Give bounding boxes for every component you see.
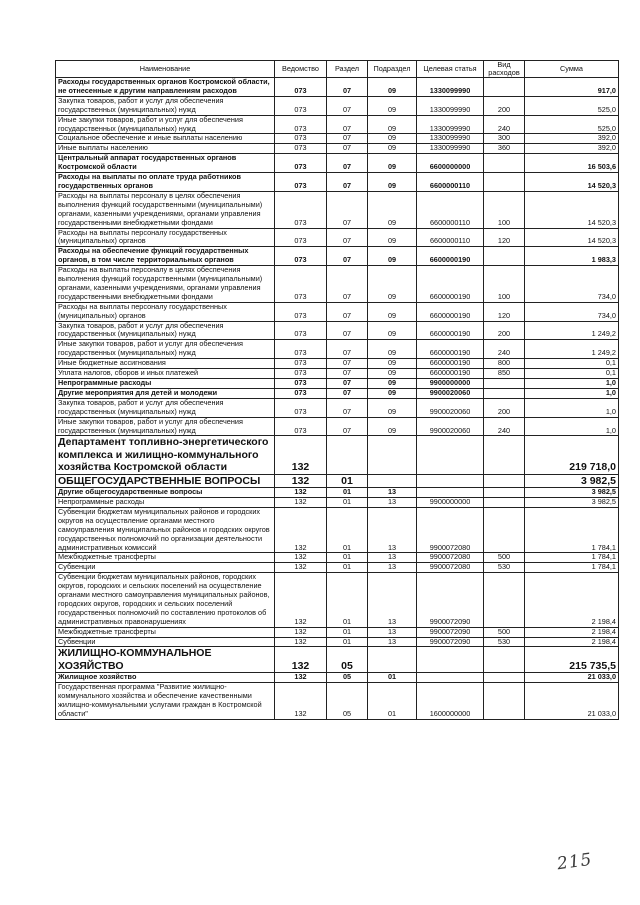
cell-section: 07 <box>327 154 368 173</box>
cell-dept: 132 <box>275 553 327 563</box>
cell-sum: 0,1 <box>525 369 619 379</box>
cell-sum: 16 503,6 <box>525 154 619 173</box>
cell-exptype <box>484 388 525 398</box>
table-row <box>56 436 619 474</box>
cell-dept: 073 <box>275 417 327 436</box>
cell-exptype: 200 <box>484 321 525 340</box>
cell-section: 01 <box>327 573 368 627</box>
cell-sum: 1 983,3 <box>525 247 619 266</box>
cell-target: 9900020060 <box>417 398 484 417</box>
table-row <box>56 474 619 487</box>
cell-exptype <box>484 78 525 97</box>
cell-subsection <box>368 436 417 474</box>
cell-dept: 073 <box>275 247 327 266</box>
cell-name: Субвенции бюджетам муниципальных районов и городских округов на осуществление органами местного самоуправления муниципальных районов и городских округов государственных полномочий по организации деятельности административных комиссий <box>56 507 275 553</box>
cell-subsection: 13 <box>368 507 417 553</box>
cell-exptype <box>484 507 525 553</box>
cell-target: 6600000110 <box>417 228 484 247</box>
cell-exptype: 200 <box>484 96 525 115</box>
cell-sum: 1 784,1 <box>525 553 619 563</box>
cell-exptype <box>484 247 525 266</box>
cell-exptype: 120 <box>484 302 525 321</box>
table-row <box>56 191 619 228</box>
cell-subsection: 13 <box>368 573 417 627</box>
cell-name: Иные бюджетные ассигнования <box>56 359 275 369</box>
cell-dept: 073 <box>275 228 327 247</box>
cell-dept: 073 <box>275 369 327 379</box>
cell-dept: 132 <box>275 497 327 507</box>
cell-exptype <box>484 647 525 673</box>
cell-subsection: 13 <box>368 637 417 647</box>
cell-name: Уплата налогов, сборов и иных платежей <box>56 369 275 379</box>
cell-section: 01 <box>327 488 368 498</box>
cell-subsection: 09 <box>368 379 417 389</box>
cell-name: Департамент топливно-энергетического комплекса и жилищно-коммунального хозяйства Костромской области <box>56 436 275 474</box>
cell-dept: 073 <box>275 388 327 398</box>
cell-name: Центральный аппарат государственных органов Костромской области <box>56 154 275 173</box>
cell-target: 1330099990 <box>417 134 484 144</box>
table-row <box>56 507 619 553</box>
table-row <box>56 647 619 673</box>
cell-section: 07 <box>327 191 368 228</box>
cell-subsection: 09 <box>368 191 417 228</box>
cell-sum: 219 718,0 <box>525 436 619 474</box>
cell-sum: 215 735,5 <box>525 647 619 673</box>
cell-section: 07 <box>327 134 368 144</box>
cell-section: 07 <box>327 96 368 115</box>
cell-exptype: 530 <box>484 637 525 647</box>
cell-section: 07 <box>327 228 368 247</box>
cell-name: Закупка товаров, работ и услуг для обеспечения государственных (муниципальных) нужд <box>56 96 275 115</box>
cell-section: 01 <box>327 637 368 647</box>
table-row <box>56 488 619 498</box>
cell-name: Другие общегосударственные вопросы <box>56 488 275 498</box>
cell-name: Расходы на выплаты персоналу в целях обеспечения выполнения функций государственными (муниципальными) органами, казенными учреждениями, органами управления государственными внебюджетными фондами <box>56 191 275 228</box>
cell-name: Закупка товаров, работ и услуг для обеспечения государственных (муниципальных) нужд <box>56 398 275 417</box>
cell-sum: 1 249,2 <box>525 340 619 359</box>
table-row <box>56 247 619 266</box>
cell-target: 6600000110 <box>417 173 484 192</box>
cell-subsection: 09 <box>368 228 417 247</box>
cell-exptype: 240 <box>484 340 525 359</box>
cell-exptype: 120 <box>484 228 525 247</box>
cell-target <box>417 647 484 673</box>
cell-name: Расходы на выплаты по оплате труда работников государственных органов <box>56 173 275 192</box>
cell-target: 6600000190 <box>417 321 484 340</box>
cell-target: 9900020060 <box>417 388 484 398</box>
cell-name: Субвенции <box>56 637 275 647</box>
cell-name: Расходы на выплаты персоналу государственных (муниципальных) органов <box>56 228 275 247</box>
cell-section: 07 <box>327 115 368 134</box>
header-exptype: Вид расходов <box>484 61 525 78</box>
cell-sum: 0,1 <box>525 359 619 369</box>
cell-exptype: 300 <box>484 134 525 144</box>
cell-exptype: 200 <box>484 398 525 417</box>
cell-sum: 2 198,4 <box>525 573 619 627</box>
cell-target: 6600000190 <box>417 302 484 321</box>
table-row <box>56 321 619 340</box>
cell-sum: 525,0 <box>525 96 619 115</box>
cell-name: Жилищное хозяйство <box>56 673 275 683</box>
cell-target: 1330099990 <box>417 115 484 134</box>
table-row <box>56 369 619 379</box>
cell-target: 6600000000 <box>417 154 484 173</box>
cell-target: 9900000000 <box>417 497 484 507</box>
header-sum: Сумма <box>525 61 619 78</box>
cell-section <box>327 436 368 474</box>
cell-subsection: 09 <box>368 398 417 417</box>
cell-dept: 132 <box>275 488 327 498</box>
table-row <box>56 673 619 683</box>
cell-section: 01 <box>327 497 368 507</box>
header-dept: Ведомство <box>275 61 327 78</box>
cell-exptype: 360 <box>484 144 525 154</box>
cell-dept: 073 <box>275 173 327 192</box>
cell-exptype <box>484 497 525 507</box>
cell-sum: 734,0 <box>525 302 619 321</box>
cell-sum: 2 198,4 <box>525 637 619 647</box>
cell-name: Субвенции <box>56 563 275 573</box>
cell-sum: 1 249,2 <box>525 321 619 340</box>
cell-dept: 073 <box>275 78 327 97</box>
cell-dept: 073 <box>275 154 327 173</box>
cell-sum: 14 520,3 <box>525 191 619 228</box>
table-row <box>56 115 619 134</box>
table-row <box>56 553 619 563</box>
header-target: Целевая статья <box>417 61 484 78</box>
cell-exptype <box>484 436 525 474</box>
cell-subsection: 01 <box>368 673 417 683</box>
cell-exptype: 850 <box>484 369 525 379</box>
table-row <box>56 627 619 637</box>
cell-target: 6600000190 <box>417 340 484 359</box>
cell-dept: 073 <box>275 359 327 369</box>
cell-name: Непрограммные расходы <box>56 379 275 389</box>
cell-dept: 073 <box>275 340 327 359</box>
cell-dept: 073 <box>275 321 327 340</box>
cell-target: 1600000000 <box>417 683 484 720</box>
cell-section: 07 <box>327 379 368 389</box>
cell-dept: 073 <box>275 144 327 154</box>
cell-sum: 21 033,0 <box>525 683 619 720</box>
cell-section: 05 <box>327 647 368 673</box>
cell-sum: 1,0 <box>525 417 619 436</box>
cell-dept: 073 <box>275 266 327 303</box>
cell-target <box>417 673 484 683</box>
cell-name: ЖИЛИЩНО-КОММУНАЛЬНОЕ ХОЗЯЙСТВО <box>56 647 275 673</box>
cell-dept: 132 <box>275 627 327 637</box>
cell-target: 9900000000 <box>417 379 484 389</box>
cell-target: 6600000190 <box>417 266 484 303</box>
cell-section: 01 <box>327 507 368 553</box>
cell-sum: 1 784,1 <box>525 563 619 573</box>
cell-subsection: 13 <box>368 488 417 498</box>
cell-subsection: 09 <box>368 96 417 115</box>
cell-exptype <box>484 488 525 498</box>
cell-sum: 1,0 <box>525 379 619 389</box>
cell-target: 9900072090 <box>417 573 484 627</box>
table-row <box>56 173 619 192</box>
cell-section: 07 <box>327 173 368 192</box>
cell-exptype: 500 <box>484 627 525 637</box>
cell-name: Социальное обеспечение и иные выплаты населению <box>56 134 275 144</box>
cell-section: 01 <box>327 627 368 637</box>
table-row <box>56 340 619 359</box>
cell-section: 01 <box>327 553 368 563</box>
table-row <box>56 388 619 398</box>
cell-sum: 14 520,3 <box>525 173 619 192</box>
cell-section: 07 <box>327 144 368 154</box>
table-row <box>56 398 619 417</box>
table-row <box>56 563 619 573</box>
cell-dept: 132 <box>275 573 327 627</box>
cell-section: 01 <box>327 563 368 573</box>
cell-sum: 1,0 <box>525 398 619 417</box>
cell-exptype <box>484 379 525 389</box>
cell-section: 05 <box>327 673 368 683</box>
cell-dept: 132 <box>275 474 327 487</box>
cell-target: 9900072090 <box>417 627 484 637</box>
cell-section: 07 <box>327 369 368 379</box>
cell-dept: 073 <box>275 191 327 228</box>
cell-subsection: 09 <box>368 417 417 436</box>
cell-section: 07 <box>327 417 368 436</box>
cell-target: 6600000190 <box>417 369 484 379</box>
cell-subsection: 09 <box>368 302 417 321</box>
table-body <box>56 78 619 720</box>
cell-target: 1330099990 <box>417 96 484 115</box>
cell-section: 01 <box>327 474 368 487</box>
cell-name: Закупка товаров, работ и услуг для обеспечения государственных (муниципальных) нужд <box>56 321 275 340</box>
cell-name: Субвенции бюджетам муниципальных районов, городских округов, городских и сельских поселений на осуществление органами местного самоуправления муниципальных районов, городских округов, городских и сельских поселений государственных полномочий по составлению протоколов об административных правонарушениях <box>56 573 275 627</box>
cell-name: Иные закупки товаров, работ и услуг для обеспечения государственных (муниципальных) нужд <box>56 417 275 436</box>
cell-subsection: 09 <box>368 144 417 154</box>
cell-section: 07 <box>327 321 368 340</box>
cell-target: 1330099990 <box>417 144 484 154</box>
cell-name: Иные выплаты населению <box>56 144 275 154</box>
cell-name: Государственная программа "Развитие жилищно-коммунального хозяйства и обеспечение качественными жилищно-коммунальными услугами граждан в Костромской области" <box>56 683 275 720</box>
cell-section: 07 <box>327 247 368 266</box>
cell-exptype: 240 <box>484 417 525 436</box>
cell-dept: 073 <box>275 96 327 115</box>
cell-dept: 132 <box>275 507 327 553</box>
cell-exptype: 100 <box>484 266 525 303</box>
cell-dept: 132 <box>275 673 327 683</box>
cell-subsection: 01 <box>368 683 417 720</box>
cell-section: 07 <box>327 388 368 398</box>
cell-subsection: 09 <box>368 115 417 134</box>
cell-section: 07 <box>327 398 368 417</box>
cell-subsection: 13 <box>368 563 417 573</box>
header-subsection: Подраздел <box>368 61 417 78</box>
cell-target <box>417 474 484 487</box>
cell-target: 9900072090 <box>417 637 484 647</box>
cell-section: 05 <box>327 683 368 720</box>
cell-exptype <box>484 474 525 487</box>
cell-subsection: 09 <box>368 359 417 369</box>
cell-dept: 132 <box>275 647 327 673</box>
cell-target: 1330099990 <box>417 78 484 97</box>
table-row <box>56 302 619 321</box>
budget-table <box>55 60 619 720</box>
header-name: Наименование <box>56 61 275 78</box>
cell-section: 07 <box>327 340 368 359</box>
table-row <box>56 144 619 154</box>
cell-sum: 14 520,3 <box>525 228 619 247</box>
page-number: 215 <box>555 849 594 875</box>
cell-subsection: 09 <box>368 247 417 266</box>
cell-target: 6600000190 <box>417 247 484 266</box>
cell-target <box>417 436 484 474</box>
table-row <box>56 359 619 369</box>
cell-name: Иные закупки товаров, работ и услуг для обеспечения государственных (муниципальных) нужд <box>56 115 275 134</box>
cell-name: Межбюджетные трансферты <box>56 627 275 637</box>
cell-sum: 3 982,5 <box>525 497 619 507</box>
cell-exptype <box>484 683 525 720</box>
cell-sum: 2 198,4 <box>525 627 619 637</box>
table-row <box>56 78 619 97</box>
cell-dept: 132 <box>275 637 327 647</box>
table-header-row <box>56 61 619 78</box>
cell-dept: 073 <box>275 134 327 144</box>
cell-subsection: 13 <box>368 497 417 507</box>
cell-sum: 1,0 <box>525 388 619 398</box>
cell-subsection: 09 <box>368 173 417 192</box>
cell-sum: 392,0 <box>525 144 619 154</box>
cell-subsection: 09 <box>368 340 417 359</box>
cell-section: 07 <box>327 302 368 321</box>
cell-name: ОБЩЕГОСУДАРСТВЕННЫЕ ВОПРОСЫ <box>56 474 275 487</box>
cell-exptype: 800 <box>484 359 525 369</box>
table-row <box>56 497 619 507</box>
cell-section: 07 <box>327 359 368 369</box>
cell-name: Межбюджетные трансферты <box>56 553 275 563</box>
cell-subsection: 13 <box>368 627 417 637</box>
cell-target <box>417 488 484 498</box>
table-row <box>56 637 619 647</box>
table-row <box>56 417 619 436</box>
cell-subsection: 09 <box>368 321 417 340</box>
table-row <box>56 266 619 303</box>
table-row <box>56 379 619 389</box>
table-row <box>56 134 619 144</box>
cell-name: Расходы на выплаты персоналу в целях обеспечения выполнения функций государственными (муниципальными) органами, казенными учреждениями, органами управления государственными внебюджетными фондами <box>56 266 275 303</box>
table-row <box>56 573 619 627</box>
cell-subsection: 09 <box>368 154 417 173</box>
cell-subsection: 09 <box>368 78 417 97</box>
cell-dept: 073 <box>275 115 327 134</box>
cell-target: 9900072080 <box>417 563 484 573</box>
table-row <box>56 96 619 115</box>
cell-subsection: 13 <box>368 553 417 563</box>
cell-target: 6600000110 <box>417 191 484 228</box>
cell-sum: 3 982,5 <box>525 488 619 498</box>
cell-exptype <box>484 673 525 683</box>
cell-sum: 734,0 <box>525 266 619 303</box>
cell-exptype <box>484 173 525 192</box>
cell-sum: 525,0 <box>525 115 619 134</box>
cell-name: Расходы на выплаты персоналу государственных (муниципальных) органов <box>56 302 275 321</box>
cell-sum: 1 784,1 <box>525 507 619 553</box>
table-row <box>56 228 619 247</box>
table-row <box>56 154 619 173</box>
cell-sum: 3 982,5 <box>525 474 619 487</box>
cell-name: Расходы государственных органов Костромской области, не отнесенные к другим направлениям расходов <box>56 78 275 97</box>
cell-name: Непрограммные расходы <box>56 497 275 507</box>
cell-name: Иные закупки товаров, работ и услуг для обеспечения государственных (муниципальных) нужд <box>56 340 275 359</box>
cell-target: 9900072080 <box>417 553 484 563</box>
cell-subsection: 09 <box>368 134 417 144</box>
cell-subsection: 09 <box>368 266 417 303</box>
cell-exptype <box>484 154 525 173</box>
cell-dept: 132 <box>275 683 327 720</box>
cell-subsection: 09 <box>368 388 417 398</box>
cell-dept: 073 <box>275 398 327 417</box>
cell-dept: 073 <box>275 379 327 389</box>
cell-target: 9900072080 <box>417 507 484 553</box>
cell-name: Другие мероприятия для детей и молодежи <box>56 388 275 398</box>
cell-target: 6600000190 <box>417 359 484 369</box>
cell-exptype: 100 <box>484 191 525 228</box>
cell-subsection: 09 <box>368 369 417 379</box>
cell-dept: 132 <box>275 436 327 474</box>
table-row <box>56 683 619 720</box>
cell-exptype: 530 <box>484 563 525 573</box>
cell-section: 07 <box>327 78 368 97</box>
cell-sum: 21 033,0 <box>525 673 619 683</box>
cell-section: 07 <box>327 266 368 303</box>
cell-subsection <box>368 647 417 673</box>
header-section: Раздел <box>327 61 368 78</box>
cell-target: 9900020060 <box>417 417 484 436</box>
cell-sum: 392,0 <box>525 134 619 144</box>
cell-exptype: 240 <box>484 115 525 134</box>
cell-name: Расходы на обеспечение функций государственных органов, в том числе территориальных органов <box>56 247 275 266</box>
cell-subsection <box>368 474 417 487</box>
cell-exptype <box>484 573 525 627</box>
cell-sum: 917,0 <box>525 78 619 97</box>
cell-dept: 073 <box>275 302 327 321</box>
cell-dept: 132 <box>275 563 327 573</box>
cell-exptype: 500 <box>484 553 525 563</box>
